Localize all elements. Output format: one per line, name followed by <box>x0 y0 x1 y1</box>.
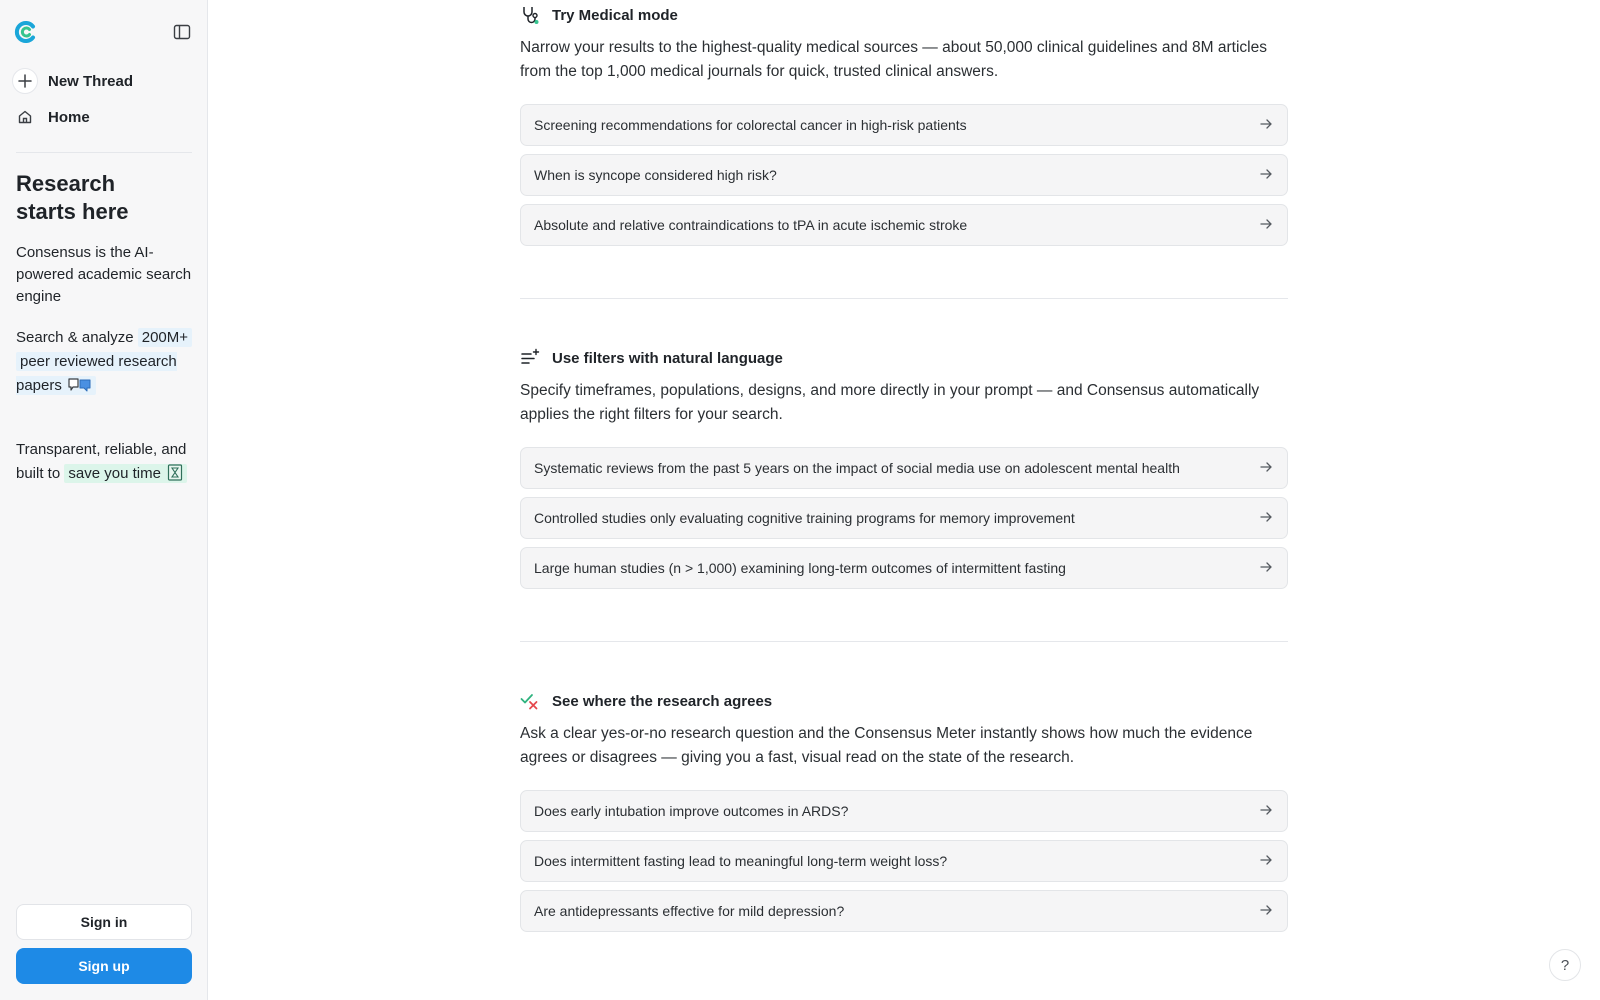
suggested-prompt[interactable]: When is syncope considered high risk? <box>520 154 1288 196</box>
sidebar-toggle-icon[interactable] <box>170 20 194 44</box>
section-description: Ask a clear yes-or-no research question and the Consensus Meter instantly shows how much the evidence agrees or disagrees — giving you a fast, visual read on the state of the research. <box>520 725 1253 766</box>
hero-title: Research starts here <box>16 171 129 224</box>
stethoscope-icon <box>520 5 540 25</box>
paper-count-highlight: 200M+ <box>138 328 192 347</box>
section-heading <box>520 345 1288 371</box>
arrow-right-icon <box>1259 903 1273 920</box>
suggested-prompt[interactable]: Does early intubation improve outcomes in ARDS? <box>520 790 1288 832</box>
suggested-prompt[interactable]: Systematic reviews from the past 5 years on the impact of social media use on adolescent mental health <box>520 447 1288 489</box>
new-thread-label: New Thread <box>48 72 134 90</box>
sign-in-button[interactable]: Sign in <box>16 904 192 940</box>
section-heading <box>520 688 1288 714</box>
check-cross-icon <box>520 691 540 711</box>
quote-bubbles-icon <box>68 377 92 401</box>
section-divider <box>520 641 1288 642</box>
arrow-right-icon <box>1259 167 1273 184</box>
hourglass-icon <box>167 464 183 489</box>
arrow-right-icon <box>1259 460 1273 477</box>
section-title: Use filters with natural language <box>552 349 783 367</box>
suggested-prompt[interactable]: Screening recommendations for colorectal cancer in high-risk patients <box>520 104 1288 146</box>
sidebar <box>0 0 208 1000</box>
suggested-prompt[interactable]: Does intermittent fasting lead to meaningful long-term weight loss? <box>520 840 1288 882</box>
suggested-prompt[interactable]: Large human studies (n > 1,000) examining long-term outcomes of intermittent fasting <box>520 547 1288 589</box>
papers-highlight: peer reviewed research papers <box>16 352 177 395</box>
filters-section <box>520 345 1288 589</box>
help-button[interactable]: ? <box>1549 949 1581 981</box>
arrow-right-icon <box>1259 560 1273 577</box>
plus-icon <box>12 68 38 94</box>
main-content <box>209 0 1600 1000</box>
medical-mode-section <box>520 2 1288 246</box>
section-title: See where the research agrees <box>552 692 773 710</box>
sign-up-button[interactable]: Sign up <box>16 948 192 984</box>
hero-transparent-text: Transparent, reliable, and built to save you time <box>16 438 196 489</box>
consensus-logo-icon[interactable] <box>14 20 38 44</box>
section-description: Narrow your results to the highest-quality medical sources — about 50,000 clinical guidelines and 8M articles from the top 1,000 medical journals for quick, trusted clinical answers. <box>520 39 1267 80</box>
section-description: Specify timeframes, populations, designs, and more directly in your prompt — and Consensus automatically applies the right filters for your search. <box>520 382 1260 423</box>
arrow-right-icon <box>1259 853 1273 870</box>
hero-description: Consensus is the AI-powered academic search engine <box>16 244 192 305</box>
section-title: Try Medical mode <box>552 6 678 24</box>
arrow-right-icon <box>1259 510 1273 527</box>
hero-search-text: Search & analyze 200M+ peer reviewed research papers <box>16 326 196 401</box>
agreement-section <box>520 688 1288 932</box>
new-thread-button[interactable] <box>12 66 192 96</box>
filter-sparkle-icon <box>520 348 540 368</box>
arrow-right-icon <box>1259 217 1273 234</box>
save-time-highlight: save you time <box>64 464 187 483</box>
section-divider <box>520 298 1288 299</box>
home-icon <box>12 104 38 130</box>
home-label: Home <box>48 108 90 126</box>
section-heading <box>520 2 1288 28</box>
prompt-list <box>520 447 1288 589</box>
home-nav-item[interactable] <box>12 102 192 132</box>
prompt-list <box>520 104 1288 246</box>
suggested-prompt[interactable]: Absolute and relative contraindications to tPA in acute ischemic stroke <box>520 204 1288 246</box>
prompt-list <box>520 790 1288 932</box>
suggested-prompt[interactable]: Are antidepressants effective for mild depression? <box>520 890 1288 932</box>
arrow-right-icon <box>1259 803 1273 820</box>
suggested-prompt[interactable]: Controlled studies only evaluating cognitive training programs for memory improvement <box>520 497 1288 539</box>
sidebar-divider <box>16 152 192 153</box>
arrow-right-icon <box>1259 117 1273 134</box>
